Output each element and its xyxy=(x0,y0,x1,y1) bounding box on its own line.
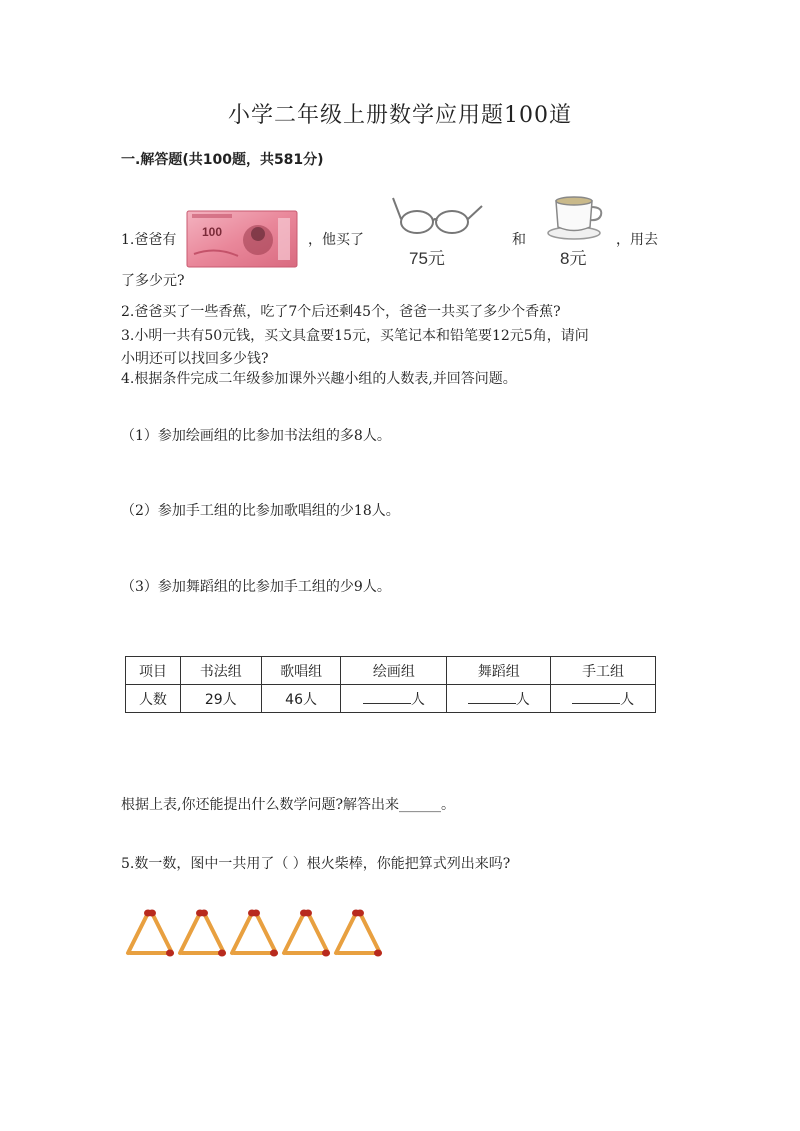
matchstick xyxy=(130,950,174,957)
q1-and: 和 xyxy=(512,232,526,248)
table-header-cell: 舞蹈组 xyxy=(447,657,551,685)
matchstick xyxy=(286,950,330,957)
matchstick xyxy=(200,910,224,954)
matchstick xyxy=(338,950,382,957)
table-header-cell: 手工组 xyxy=(551,657,656,685)
matchstick xyxy=(180,910,204,954)
banknote-illustration xyxy=(186,210,298,268)
cup-price: 8元 xyxy=(560,249,587,268)
table-header-cell: 绘画组 xyxy=(341,657,447,685)
q1-text-part3: ，用去 xyxy=(616,232,658,248)
matchstick xyxy=(284,910,308,954)
matchstick xyxy=(148,910,172,954)
q1-text-line2: 了多少元? xyxy=(121,273,185,289)
condition-3: （3）参加舞蹈组的比参加手工组的少9人。 xyxy=(121,579,391,595)
followup-question: 根据上表,你还能提出什么数学问题?解答出来______。 xyxy=(121,797,455,813)
matchstick-triangles xyxy=(120,905,395,960)
table-header-row xyxy=(126,657,656,685)
q1-text-part1: 1.爸爸有 xyxy=(121,232,177,248)
table-blank-cell[interactable]: 人 xyxy=(341,685,447,713)
matchstick xyxy=(182,950,226,957)
table-row xyxy=(126,685,656,713)
table-header-cell: 项目 xyxy=(126,657,181,685)
glasses-price: 75元 xyxy=(409,249,445,268)
table-cell: 46人 xyxy=(261,685,341,713)
matchstick xyxy=(232,910,256,954)
q3-text-line1: 3.小明一共有50元钱，买文具盒要15元，买笔记本和铅笔要12元5角，请问 xyxy=(121,328,589,344)
table-blank-cell[interactable]: 人 xyxy=(447,685,551,713)
q5-text: 5.数一数，图中一共用了（ ）根火柴棒，你能把算式列出来吗? xyxy=(121,856,511,872)
page-title: 小学二年级上册数学应用题100道 xyxy=(228,103,572,128)
q3-text-line2: 小明还可以找回多少钱? xyxy=(121,351,269,367)
section-heading: 一.解答题(共100题，共581分) xyxy=(121,152,324,168)
matchstick xyxy=(336,910,360,954)
table-header-cell: 歌唱组 xyxy=(261,657,341,685)
q1-text-part2: ，他买了 xyxy=(308,232,364,248)
tea-cup-icon xyxy=(547,193,605,241)
q4-text: 4.根据条件完成二年级参加课外兴趣小组的人数表,并回答问题。 xyxy=(121,371,517,387)
matchstick xyxy=(128,910,152,954)
glasses-icon xyxy=(390,192,485,237)
matchstick xyxy=(356,910,380,954)
matchstick xyxy=(234,950,278,957)
matchstick xyxy=(304,910,328,954)
banknote-value: 100 xyxy=(201,225,223,239)
q2-text: 2.爸爸买了一些香蕉，吃了7个后还剩45个，爸爸一共买了多少个香蕉? xyxy=(121,304,561,320)
table-header-cell: 书法组 xyxy=(180,657,261,685)
matchstick xyxy=(252,910,276,954)
table-blank-cell[interactable]: 人 xyxy=(551,685,656,713)
table-row-label: 人数 xyxy=(126,685,181,713)
group-count-table xyxy=(125,656,656,713)
condition-2: （2）参加手工组的比参加歌唱组的少18人。 xyxy=(121,503,400,519)
condition-1: （1）参加绘画组的比参加书法组的多8人。 xyxy=(121,428,391,444)
table-cell: 29人 xyxy=(180,685,261,713)
